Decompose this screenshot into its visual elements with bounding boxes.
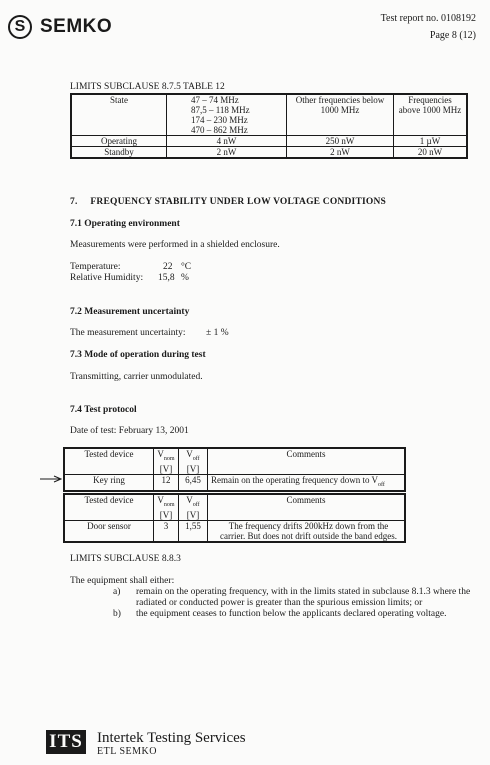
humidity-value: 15,8 — [158, 273, 175, 283]
col-voff: $V_{off}$ [V] — [179, 494, 208, 520]
section-7-title: 7. FREQUENCY STABILITY UNDER LOW VOLTAGE CONDITIONS — [70, 197, 387, 207]
limits-table-12 — [70, 93, 468, 159]
section-7-1-title: 7.1 Operating environment — [70, 219, 180, 229]
its-logo: ITS — [46, 730, 86, 754]
protocol-table-door-sensor — [63, 493, 406, 543]
limits-8-8-3-title: LIMITS SUBCLAUSE 8.8.3 — [70, 554, 181, 564]
col-device: Tested device — [64, 448, 154, 474]
section-7-3-title: 7.3 Mode of operation during test — [70, 350, 206, 360]
limits-intro: The equipment shall either: — [70, 576, 175, 586]
table-row: Operating 4 nW 250 nW 1 µW — [71, 136, 467, 147]
protocol-table-key-ring — [63, 447, 406, 492]
semko-logo-text: SEMKO — [40, 16, 113, 37]
col-above: Frequencies above 1000 MHz — [394, 94, 468, 136]
table-header-row — [64, 494, 405, 520]
uncertainty-value: ± 1 % — [206, 328, 229, 338]
col-comments: Comments — [208, 448, 406, 474]
device-cell: Door sensor — [64, 520, 154, 542]
company-sub: ETL SEMKO — [97, 746, 157, 757]
arrow-right-icon — [40, 474, 62, 484]
company-name: Intertek Testing Services — [97, 730, 246, 746]
section-7-4-title: 7.4 Test protocol — [70, 405, 137, 415]
page-number: Page 8 (12) — [429, 30, 476, 41]
table-row: Key ring 12 6,45 Remain on the operating frequency down to $V_{off}$ — [64, 474, 405, 490]
col-device: Tested device — [64, 494, 154, 520]
section-7-2-title: 7.2 Measurement uncertainty — [70, 307, 190, 317]
report-number: Test report no. 0108192 — [380, 13, 476, 24]
table-header-row — [71, 94, 467, 136]
humidity-unit: % — [181, 273, 189, 283]
table-row: Door sensor 3 1,55 The frequency drifts 200kHz down from the carrier. But does not drift outside the band edges. — [64, 520, 405, 542]
col-state: State — [71, 94, 167, 136]
col-comments: Comments — [208, 494, 406, 520]
semko-logo-icon: S — [8, 15, 32, 39]
table-header-row — [64, 448, 405, 474]
humidity-label: Relative Humidity: — [70, 273, 144, 283]
comment-cell: The frequency drifts 200kHz down from the carrier. But does not drift outside the band edges. — [208, 520, 406, 542]
temperature-label: Temperature: — [70, 262, 121, 272]
table-row: Standby 2 nW 2 nW 20 nW — [71, 147, 467, 159]
uncertainty-label: The measurement uncertainty: — [70, 328, 186, 338]
col-vnom: $V_{nom}$ [V] — [154, 448, 179, 474]
col-vnom: $V_{nom}$ [V] — [154, 494, 179, 520]
col-bands: 47 – 74 MHz 87,5 – 118 MHz 174 – 230 MHz 470 – 862 MHz — [167, 94, 287, 136]
temperature-unit: °C — [181, 262, 192, 272]
col-other: Other frequencies below 1000 MHz — [287, 94, 394, 136]
section-7-3-text: Transmitting, carrier unmodulated. — [70, 372, 203, 382]
test-date: Date of test: February 13, 2001 — [70, 426, 189, 436]
temperature-value: 22 — [163, 262, 173, 272]
device-cell: Key ring — [64, 474, 154, 490]
section-7-1-text: Measurements were performed in a shielded enclosure. — [70, 240, 280, 250]
comment-cell: Remain on the operating frequency down to $V_{off}$ — [208, 474, 406, 490]
table12-caption: LIMITS SUBCLAUSE 8.7.5 TABLE 12 — [70, 82, 225, 92]
col-voff: $V_{off}$ [V] — [179, 448, 208, 474]
